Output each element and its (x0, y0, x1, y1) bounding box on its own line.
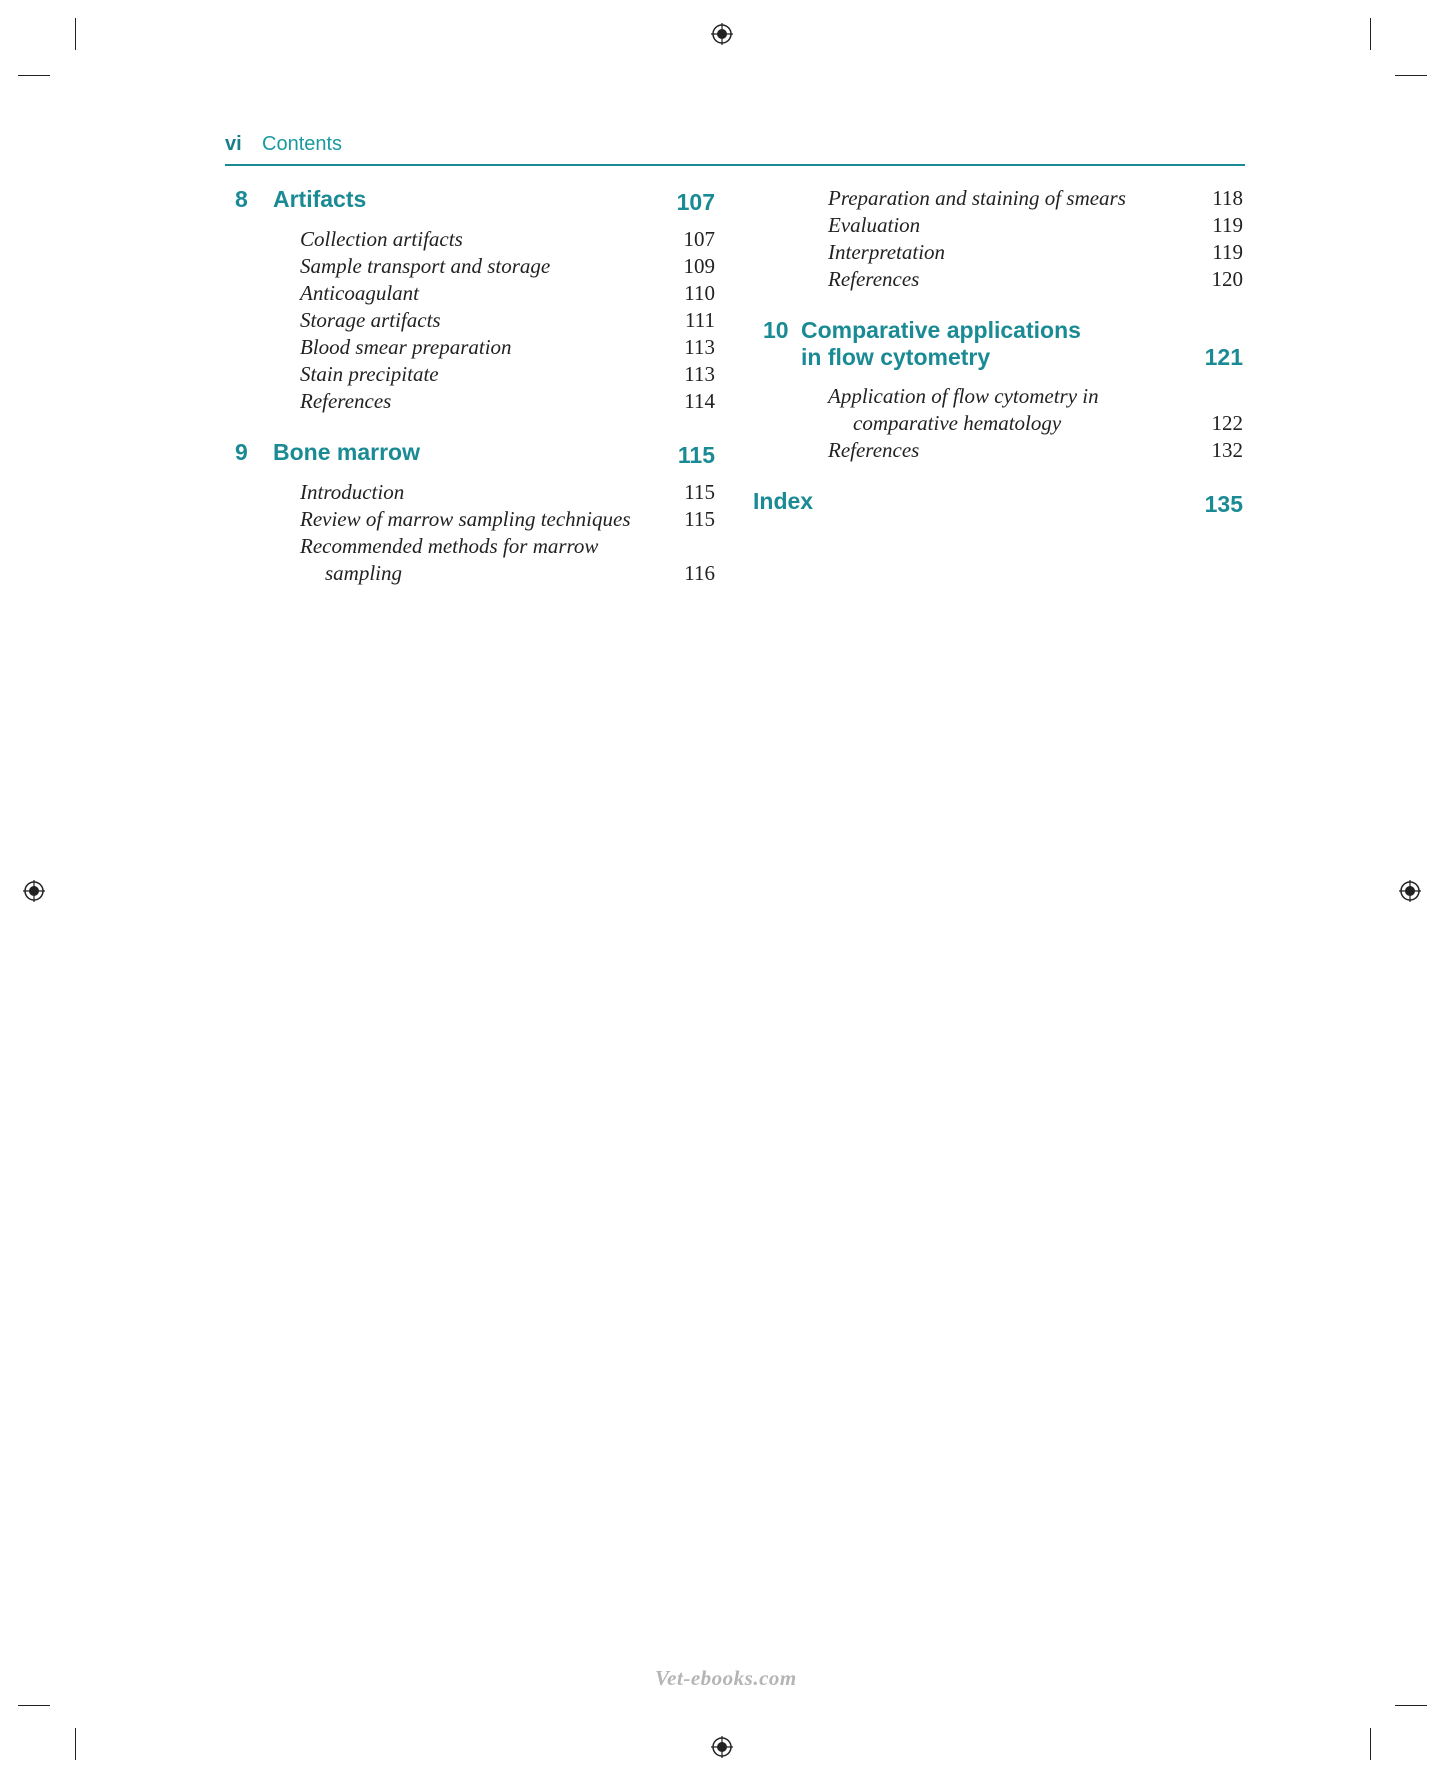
chapter-title: Artifacts (273, 186, 367, 212)
header-title: Contents (262, 133, 343, 155)
entry-page: 119 (1212, 240, 1243, 264)
chapter-page: 121 (1204, 344, 1243, 370)
entry-page: 120 (1211, 267, 1243, 291)
toc-entry[interactable] (753, 185, 1243, 212)
toc-entry[interactable] (225, 253, 715, 280)
entry-title: References (828, 438, 920, 462)
toc-entry[interactable] (225, 479, 715, 506)
chapter-heading[interactable] (225, 186, 715, 216)
toc-entry[interactable] (753, 266, 1243, 293)
entry-page: 109 (683, 254, 715, 278)
entry-title: Interpretation (828, 240, 946, 264)
toc-right-column (753, 186, 1243, 518)
crop-mark (1395, 75, 1427, 76)
page-number: vi (225, 133, 242, 155)
toc-entry[interactable] (225, 361, 715, 388)
toc-entry[interactable] (225, 226, 715, 253)
toc-left-column (225, 186, 715, 611)
entry-page: 122 (1211, 411, 1243, 435)
entry-page: 113 (684, 362, 715, 386)
entry-title: Storage artifacts (300, 308, 441, 332)
crop-mark (75, 18, 76, 50)
toc-entry[interactable] (225, 334, 715, 361)
toc-entry[interactable] (225, 280, 715, 307)
chapter-heading[interactable] (225, 439, 715, 469)
entry-title: Introduction (300, 480, 405, 504)
registration-mark-icon (711, 23, 733, 45)
crop-mark (1370, 18, 1371, 50)
crop-mark (18, 1705, 50, 1706)
entry-title: Evaluation (828, 213, 921, 237)
entry-title: Application of flow cytometry in (828, 384, 1099, 408)
chapter-heading[interactable] (753, 317, 1243, 373)
entry-title-continued: comparative hematology (853, 411, 1062, 435)
toc-entries (753, 383, 1243, 464)
entry-title: Blood smear preparation (300, 335, 512, 359)
registration-mark-icon (711, 1736, 733, 1758)
chapter-number: 8 (235, 186, 248, 212)
chapter-number: 9 (235, 439, 248, 465)
toc-entry[interactable] (225, 533, 715, 587)
chapter-title: Bone marrow (273, 439, 420, 465)
running-header (225, 128, 1245, 166)
toc-entries (225, 226, 715, 415)
entry-title: Review of marrow sampling techniques (300, 507, 631, 531)
crop-mark (75, 1728, 76, 1760)
entry-page: 116 (684, 561, 715, 585)
entry-page: 107 (683, 227, 715, 251)
entry-title: Sample transport and storage (300, 254, 551, 278)
toc-entry[interactable] (753, 212, 1243, 239)
chapter-page: 115 (677, 442, 715, 468)
index-heading[interactable] (753, 488, 1243, 518)
watermark-logo: Vet-ebooks.com (655, 1666, 797, 1690)
crop-mark (1370, 1728, 1371, 1760)
entry-title: Anticoagulant (300, 281, 419, 305)
index-title: Index (753, 488, 814, 514)
entry-page: 111 (685, 308, 715, 332)
entry-title: Collection artifacts (300, 227, 463, 251)
chapter-number: 10 (763, 317, 789, 343)
entry-title: References (828, 267, 920, 291)
entry-page: 113 (684, 335, 715, 359)
chapter-title-line1: Comparative applications (801, 317, 1081, 343)
entry-page: 132 (1211, 438, 1243, 462)
entry-title: Preparation and staining of smears (828, 186, 1126, 210)
toc-entries (753, 185, 1243, 293)
index-page: 135 (1204, 491, 1243, 517)
toc-entry[interactable] (753, 239, 1243, 266)
chapter-page: 107 (676, 189, 715, 215)
entry-page: 119 (1212, 213, 1243, 237)
entry-page: 115 (684, 480, 715, 504)
registration-mark-icon (23, 880, 45, 902)
crop-mark (1395, 1705, 1427, 1706)
chapter-title-line2: in flow cytometry (801, 344, 991, 370)
toc-entry[interactable] (225, 307, 715, 334)
entry-title: References (300, 389, 392, 413)
entry-title: Stain precipitate (300, 362, 439, 386)
toc-entry[interactable] (225, 388, 715, 415)
entry-page: 118 (1212, 186, 1243, 210)
chapter-title (801, 317, 1081, 371)
entry-title: Recommended methods for marrow (300, 534, 599, 558)
toc-entry[interactable] (753, 437, 1243, 464)
crop-mark (18, 75, 50, 76)
toc-entry[interactable] (225, 506, 715, 533)
toc-entries (225, 479, 715, 587)
entry-page: 110 (684, 281, 715, 305)
entry-page: 114 (684, 389, 715, 413)
toc-entry[interactable] (753, 383, 1243, 437)
entry-page: 115 (684, 507, 715, 531)
registration-mark-icon (1399, 880, 1421, 902)
entry-title-continued: sampling (325, 561, 403, 585)
